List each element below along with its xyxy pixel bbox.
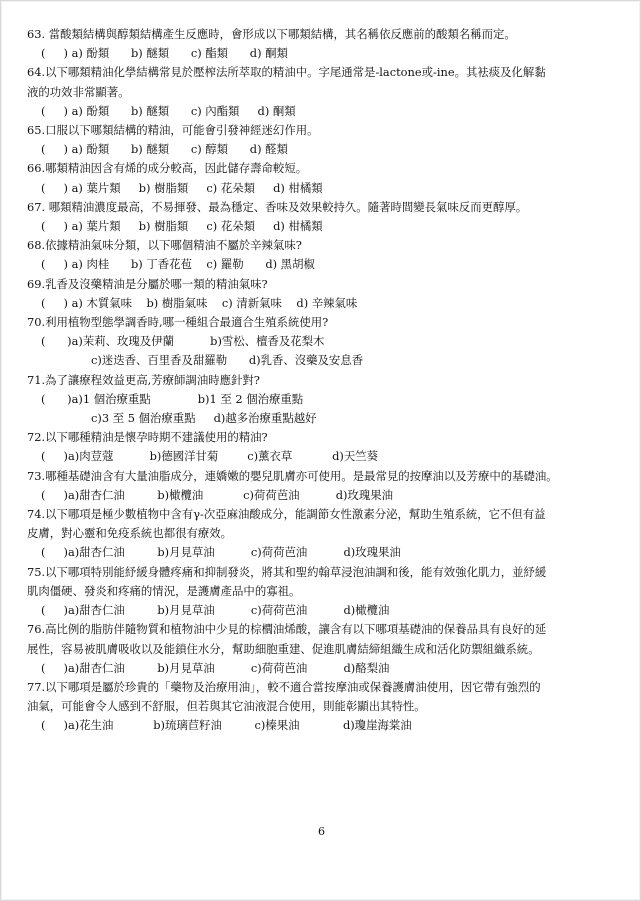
question-69 [27,275,617,313]
question-options-second-row: c)迷迭香、百里香及甜羅勒 d)乳香、沒藥及安息香 [91,353,364,368]
question-options: ( ) a) 葉片類 b) 樹脂類 c) 花朵類 d) 柑橘類 [41,180,323,195]
question-options-second-row: c)3 至 5 個治療重點 d)越多治療重點越好 [91,411,317,426]
question-text: 65.口服以下哪類結構的精油，可能會引發神經迷幻作用。 [27,123,319,138]
question-options: ( ) a) 酚類 b) 醚類 c) 酯類 d) 酮類 [41,46,288,61]
question-text: 72.以下哪種精油是懷孕時期不建議使用的精油? [27,430,268,445]
question-options: ( ) a) 酚類 b) 醚類 c) 醇類 d) 醛類 [41,142,288,157]
question-options: ( ) a) 葉片類 b) 樹脂類 c) 花朵類 d) 柑橘類 [41,219,323,234]
question-74 [27,505,617,563]
question-text: 75.以下哪項特別能紓緩身體疼痛和抑制發炎，將其和聖約翰草浸泡油調和後，能有效強化肌力，並紓緩 肌肉僵硬、發炎和疼痛的情況，是護膚產品中的寡祖。 [27,564,547,598]
question-options: ( ) a) 肉桂 b) 丁香花苞 c) 羅勒 d) 黑胡椒 [41,257,315,272]
question-text: 67. 哪類精油濃度最高，不易揮發、最為穩定、香味及效果較持久。隨著時間變長氣味反而更醇厚。 [27,199,528,214]
question-text: 74.以下哪項是極少數植物中含有γ-次亞麻油酸成分，能調節女性激素分泌，幫助生殖系統，它不但有益 皮膚，對心靈和免疫系統也都很有療效。 [27,507,546,541]
question-options: ( )a)茉莉、玫瑰及伊蘭 b)雪松、檀香及花梨木 [41,334,325,349]
question-text: 71.為了讓療程效益更高,芳療師調油時應針對? [27,372,260,387]
question-options: ( ) a) 木質氣味 b) 樹脂氣味 c) 清新氣味 d) 辛辣氣味 [41,295,358,310]
question-text: 69.乳香及沒藥精油是分屬於哪一類的精油氣味? [27,276,268,291]
question-77 [27,678,617,736]
question-71 [27,371,617,429]
question-options: ( )a)甜杏仁油 b)月見草油 c)荷荷芭油 d)橄欖油 [41,603,390,618]
question-text: 63. 當酸類結構與醇類結構產生反應時，會形成以下哪類結構，其名稱依反應前的酸類名稱而定。 [27,27,516,41]
question-list [27,25,617,736]
question-63 [27,25,617,63]
question-options: ( )a)甜杏仁油 b)橄欖油 c)荷荷芭油 d)玫瑰果油 [41,487,394,502]
question-text: 70.利用植物型態學調香時,哪一種組合最適合生殖系統使用? [27,315,329,330]
page-number: 6 [318,825,325,838]
question-68 [27,236,617,274]
question-70 [27,313,617,371]
question-options: ( )a)甜杏仁油 b)月見草油 c)荷荷芭油 d)玫瑰果油 [41,545,401,560]
question-text: 66.哪類精油因含有烯的成分較高，因此儲存壽命較短。 [27,161,308,176]
question-76 [27,620,617,678]
question-options: ( ) a) 酚類 b) 醚類 c) 內酯類 d) 酮類 [41,103,296,118]
question-options: ( )a)甜杏仁油 b)月見草油 c)荷荷芭油 d)酪梨油 [41,660,390,675]
question-72 [27,428,617,466]
question-text: 77.以下哪項是屬於珍貴的「藥物及治療用油」，較不適合當按摩油或保養護膚油使用，因它帶有強烈的 油氣，可能會令人感到不舒服，但若與其它油液混合使用，則能彰顯出其特性。 [27,679,541,714]
question-65 [27,121,617,159]
question-75 [27,563,617,621]
question-text: 64.以下哪類精油化學結構常見於壓榨法所萃取的精油中。字尾通常是-lactone或-ine。其袪痰及化解黏 液的功效非常顯著。 [27,65,546,99]
question-text: 68.依據精油氣味分類，以下哪個精油不屬於辛辣氣味? [27,238,302,253]
question-options: ( )a)肉荳蔻 b)德國洋甘菊 c)薰衣草 d)天竺葵 [41,449,378,464]
question-options: ( )a)花生油 b)琉璃苣籽油 c)榛果油 d)瓊崖海棠油 [41,718,412,733]
question-text: 73.哪種基礎油含有大量油脂成分，連嬌嫩的嬰兒肌膚亦可使用。是最常見的按摩油以及芳療中的基礎油。 [27,468,558,483]
question-67 [27,198,617,236]
question-text: 76.高比例的脂肪伴隨物質和植物油中少見的棕櫚油烯酸，讓含有以下哪項基礎油的保養品具有良好的延 展性，容易被肌膚吸收以及能鎖住水分，幫助細胞重建、促進肌膚結締組織生成和活化防禦組織系統。 [27,622,547,656]
question-73 [27,467,617,505]
question-66 [27,159,617,197]
question-options: ( )a)1 個治療重點 b)1 至 2 個治療重點 [41,391,304,406]
question-64 [27,63,617,121]
